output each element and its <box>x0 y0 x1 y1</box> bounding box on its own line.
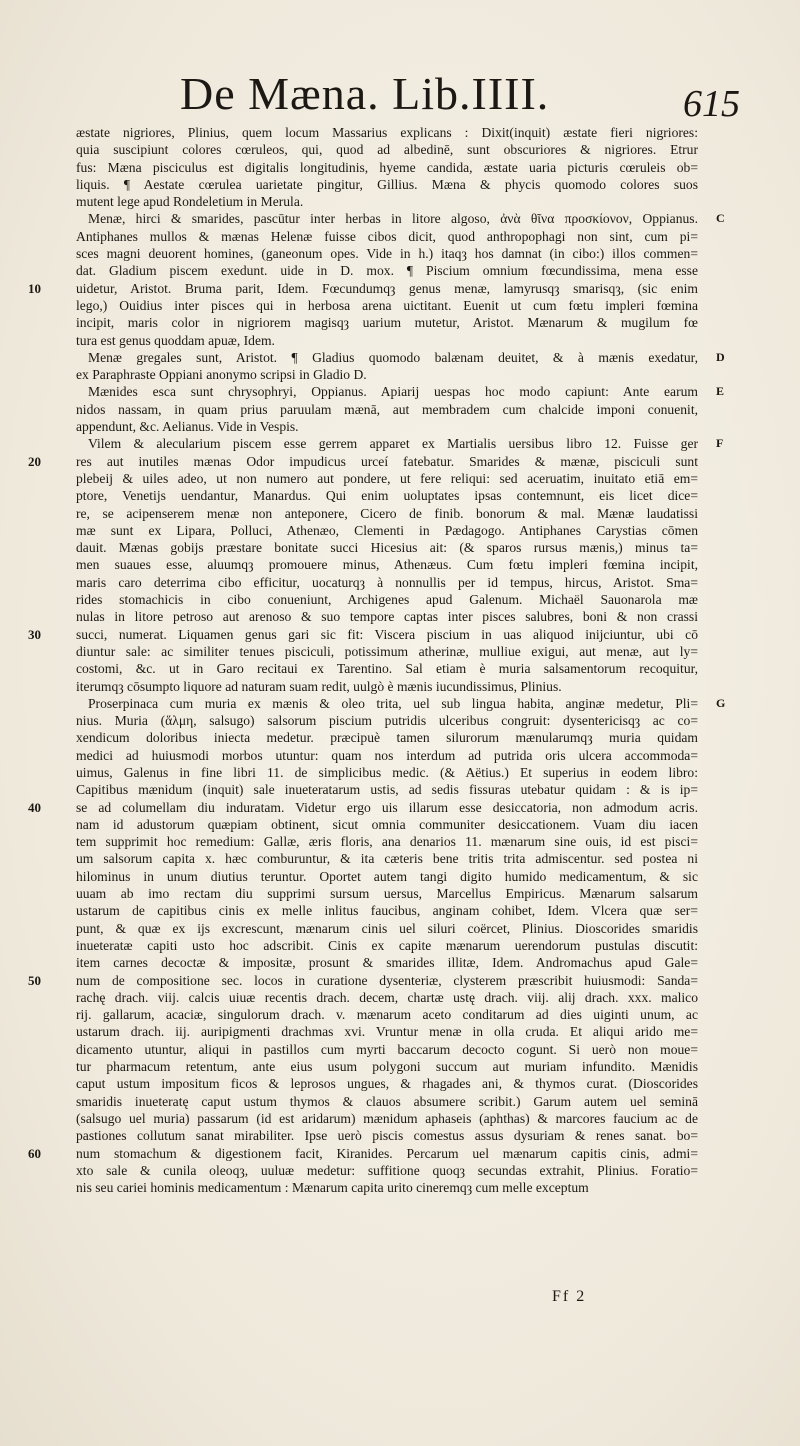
text-line-content: incipit, maris color in nigriorem magisqȝ uarium mutetur, Aristot. Mænarum & mugilum fœ <box>76 315 698 331</box>
text-line <box>76 954 698 971</box>
text-line <box>76 868 698 885</box>
text-line-content: (salsugo uel muria) passarum (id est aridarum) mænidum aphaseis (aphthas) & marcores faucium ac de <box>76 1110 698 1126</box>
text-line-content: nulas in litore petroso aut arenoso & suo tempore captas inter pisces salubres, boni & non crassi <box>76 609 698 625</box>
text-line-content: medici ad huiusmodi morbos utuntur: quam nos interdum ad putrida oris ulcera accommoda= <box>76 747 698 763</box>
text-line <box>28 626 698 643</box>
text-line-content: uimus, Galenus in fine libri 11. de simplicibus medic. (& Aëtius.) Et superius in eodem libro: <box>76 764 698 780</box>
text-line <box>76 470 698 487</box>
text-line <box>76 608 698 625</box>
text-line <box>76 747 698 764</box>
text-line-content: Mænides esca sunt chrysophryi, Oppianus. Apiarij uespas hoc modo capiunt: Ante earum <box>88 384 698 400</box>
text-line <box>76 1127 698 1144</box>
text-line <box>76 850 698 867</box>
text-line-content: xto sale & cunila oleoqȝ, uuluæ medetur: suffitione quoqȝ secundas extrahit, Plinius. Foratio= <box>76 1162 698 1178</box>
line-number: 40 <box>28 799 41 815</box>
text-line-content: succi, numerat. Liquamen genus gari sic fit: Viscera piscium in uas aliquod inijciuntur, ubi cō <box>76 626 698 642</box>
text-line-content: sces magni deuorent homines, (ganeonum opes. Vide in h.) itaqȝ hos damnat (in cibo:) illos commen= <box>76 246 698 262</box>
text-line-content: um salsorum capita x. hæc comburuntur, & ita cæteris bene tritis trita admiscentur. sed postea ni <box>76 851 698 867</box>
text-line <box>76 574 698 591</box>
text-line-content: ptore, Venetijs uendantur, Manardus. Qui enim uoluptates ipsas contemnunt, eis licet dice= <box>76 488 698 504</box>
text-line <box>76 989 698 1006</box>
text-line <box>76 920 698 937</box>
text-line-content: æstate nigriores, Plinius, quem locum Massarius explicans : Dixit(inquit) æstate fieri nigriores: <box>76 125 698 140</box>
text-line <box>76 1075 698 1092</box>
text-line <box>76 332 698 349</box>
line-number: 60 <box>28 1145 41 1161</box>
page-header <box>180 68 740 128</box>
text-line <box>76 539 698 556</box>
text-line <box>76 781 698 798</box>
text-line-content: men suaues esse, aluumqȝ promouere minus, Athenæus. Cum fœtu impleri fœmina incipit, <box>76 557 698 573</box>
text-line <box>76 228 698 245</box>
text-line-content: num stomachum & digestionem facit, Kiranides. Percarum uel mænarum capitis cinis, admi= <box>76 1145 698 1161</box>
text-line-content: pastiones collutum sanat mirabiliter. Ipse uerò piscis comestus assus dysuriam & renes sanat. bo= <box>76 1128 698 1144</box>
text-line-content: maris caro deterrima cibo efficitur, uocaturqȝ à nonnullis per id tempus, hircus, Aristot. Sma= <box>76 574 698 590</box>
text-line <box>76 902 698 919</box>
text-line-content: ex Paraphraste Oppiani anonymo scripsi in Gladio D. <box>76 367 367 383</box>
text-line <box>76 141 698 158</box>
text-line-content: smaridis inueteratę caput ustum thymos & clauos absumere scribit.) Garum autem uel seminā <box>76 1093 698 1109</box>
text-line-content: tura est genus quoddam apuæ, Idem. <box>76 332 275 348</box>
line-number: 30 <box>28 626 41 642</box>
text-line-content: plebeij & uiles adeo, ut non numero aut pondere, ut fere reliqui: sed aceruatim, inuitato etiā em= <box>76 470 698 486</box>
text-line <box>76 678 698 695</box>
text-line-content: fus: Mæna pisciculus est digitalis longitudinis, hyeme candida, æstate uaria picturis cœruleis ob= <box>76 159 698 175</box>
text-line <box>76 159 698 176</box>
text-line <box>76 556 698 573</box>
text-line <box>76 314 698 331</box>
text-line-content: se ad columellam diu induratam. Videtur ergo uis illarum esse desiccatoria, non admodum acris. <box>76 799 698 815</box>
folio-number: 615 <box>683 83 740 125</box>
text-line-content: mutent lege apud Rondeletium in Merula. <box>76 194 304 210</box>
text-line-content: appendunt, &c. Aelianus. Vide in Vespis. <box>76 419 299 435</box>
text-line <box>28 280 698 297</box>
text-line-content: tur pharmacum retentum, ante eius usum polygoni succum aut muriam infundito. Mænidis <box>76 1059 698 1075</box>
text-line <box>76 937 698 954</box>
text-line-content: Antiphanes mullos & mænas Helenæ fuisse cibos dicit, quod anthropophagi non sint, cum pi= <box>76 228 698 244</box>
main-text-block <box>28 124 726 1196</box>
text-line-content: lego,) Ouidius inter pisces qui in herbosa arena uictitant. Euenit ut cum fœtu impleri fœmina <box>76 297 698 313</box>
text-line <box>76 1023 698 1040</box>
text-line <box>76 245 698 262</box>
text-line-content: item carnes decoctæ & impositæ, prosunt & smarides illitæ, Idem. Andromachus apud Gale= <box>76 955 698 971</box>
text-line <box>76 297 698 314</box>
text-line-content: nidos nassam, in quam prius paruulam mænā, aut membradem cum chalcide imponi conuenit, <box>76 401 698 417</box>
text-line-content: nam id adustorum quæpiam obtinent, sicut omnia communiter desiccationem. Vuam diu iacen <box>76 816 698 832</box>
text-line-content: re, se acipenserem menæ non anteponere, Cicero de finib. bonorum & mal. Mænæ laudatissi <box>76 505 698 521</box>
text-line <box>28 1145 698 1162</box>
text-line-content: punt, & quæ ex ijs excrescunt, mænarum cinis uel siluri coërcet, Plinius. Dioscorides smaridis <box>76 920 698 936</box>
text-line <box>76 262 698 279</box>
text-line-content: caput ustum impositum ficos & leprosos ungues, & rhagades ani, & thymos curat. (Dioscorides <box>76 1076 698 1092</box>
text-line-content: costomi, &c. ut in Garo recitaui ex Tarentino. Sal etiam è muria salsamentorum recoquitur, <box>76 661 698 677</box>
margin-section-letter: E <box>716 384 725 399</box>
text-line-content: rides stomachicis in cibo conueniunt, Archigenes apud Galenum. Michaël Sauonarola mæ <box>76 592 698 608</box>
running-title: De Mæna. Lib.IIII. <box>180 68 550 119</box>
line-number: 50 <box>28 972 41 988</box>
text-line <box>76 660 698 677</box>
text-line <box>76 643 698 660</box>
text-line <box>76 1058 698 1075</box>
text-line-content: num de compositione sec. locos in curatione dysenteriæ, clysterem præscribit huiusmodi: Sanda= <box>76 972 698 988</box>
signature-mark: Ff 2 <box>552 1288 587 1305</box>
text-line <box>76 695 726 712</box>
text-line-content: ustarum drach. iij. auripigmenti drachmas xvi. Vruntur menæ in olla cruda. Et aliqui arido me= <box>76 1024 698 1040</box>
text-line <box>28 799 698 816</box>
text-line-content: hilominus in unum diutius teruntur. Oportet autem tangi digito humido medicamentum, & sic <box>76 868 698 884</box>
text-line <box>76 124 698 141</box>
margin-section-letter: F <box>716 436 724 451</box>
text-line <box>76 383 725 400</box>
text-line <box>76 176 698 193</box>
text-line <box>76 833 698 850</box>
text-line-content: Menæ, hirci & smarides, pascūtur inter herbas in litore algoso, ἀνὰ θῖνα προσκίονον, Oppianus. <box>88 211 698 227</box>
margin-section-letter: G <box>716 695 726 710</box>
text-line-content: Proserpinaca cum muria ex mænis & oleo trita, uel sub lingua habita, anginæ medetur, Pli= <box>88 695 698 711</box>
text-line <box>76 505 698 522</box>
text-line <box>28 972 698 989</box>
text-line-content: Vilem & alecularium piscem esse gerrem apparet ex Martialis uersibus libro 12. Fuisse ger <box>88 436 698 452</box>
text-line-content: nius. Muria (ἅλμη, salsugo) salsorum piscium putridis ulceribus congruit: dysentericisqȝ ac co= <box>76 713 698 729</box>
text-line <box>76 1179 698 1196</box>
text-line-content: uuam ab imo rectam diu supprimi sursum uersus, Marcellus Empiricus. Mænarum salsarum <box>76 886 698 902</box>
text-line <box>76 210 725 227</box>
text-line <box>76 764 698 781</box>
text-line <box>76 1093 698 1110</box>
margin-section-letter: D <box>716 349 725 364</box>
text-line-content: mæ sunt ex Lipara, Polluci, Athenæo, Clementi in Pædagogo. Antiphanes Carystias cōmen <box>76 522 698 538</box>
text-line-content: iterumqȝ cōsumpto liquore ad naturam suam redit, uulgò è mænis iucundissimus, Plinius. <box>76 678 562 694</box>
text-line <box>76 1162 698 1179</box>
text-line <box>76 366 698 383</box>
text-line-content: quia suscipiunt colores cœruleos, qui, quod ad albedinē, sunt obscuriores & nigriores. Etrur <box>76 142 698 158</box>
text-line-content: rij. gallarum, acaciæ, singulorum drach. v. mænarum aceto conditarum ad dies uiginti unum, ac <box>76 1007 698 1023</box>
text-line <box>76 816 698 833</box>
line-number: 10 <box>28 280 41 296</box>
text-line <box>76 193 698 210</box>
text-line-content: dat. Gladium piscem exedunt. uide in D. mox. ¶ Piscium omnium fœcundissima, mena esse <box>76 263 698 279</box>
text-line <box>76 729 698 746</box>
text-line-content: ustarum de capitibus cinis ex melle inlitus faucibus, anginam cohibet, Idem. Vlcera quæ ser= <box>76 903 698 919</box>
margin-section-letter: C <box>716 211 725 226</box>
text-line <box>76 418 698 435</box>
text-line <box>76 1110 698 1127</box>
text-line-content: diuntur sale: ac similiter tenues pisciculi, potissimum atherinæ, mulliue exigui, aut menæ, aut ly= <box>76 643 698 659</box>
text-line-content: nis seu cariei hominis medicamentum : Mænarum capita urito cineremqȝ cum melle exceptum <box>76 1180 589 1196</box>
text-line-content: Capitibus mænidum (inquit) sale inueteratarum ustis, ad sedis fissuras utebatur quidam : & is ip= <box>76 782 698 798</box>
text-line <box>76 349 725 366</box>
text-line-content: uidetur, Aristot. Bruma parit, Idem. Fœcundumqȝ genus menæ, lamyrusqȝ smarisqȝ, (sic enim <box>76 280 698 296</box>
text-line-content: rachę drach. viij. calcis uiuæ recentis drach. decem, chartæ ustę drach. viij. alij drach. xxx. malico <box>76 989 698 1005</box>
line-number: 20 <box>28 453 41 469</box>
text-line <box>76 401 698 418</box>
text-line-content: res aut inutiles mænas Odor impudicus urceí fatebatur. Smarides & mænæ, pisciculi sunt <box>76 453 698 469</box>
text-line <box>76 885 698 902</box>
text-line <box>28 453 698 470</box>
text-line-content: dauit. Mænas gobijs præstare bonitate succi Hicesius ait: (& sparos rursus mænis,) minus ta= <box>76 540 698 556</box>
text-line-content: xendicum doloribus iniecta medetur. præcipuè tamen silurorum mænularumqȝ muria quidam <box>76 730 698 746</box>
text-line <box>76 522 698 539</box>
text-line-content: inueteratæ capiti usto hoc adscribit. Cinis ex capite mænarum uerendorum pustulas discutit: <box>76 937 698 953</box>
text-line-content: dicamento utuntur, aliqui in pastillos cum myrti baccarum decocto cogunt. Si uerò non moue= <box>76 1041 698 1057</box>
text-line <box>76 712 698 729</box>
text-line <box>76 487 698 504</box>
text-line-content: tem supprimit hoc remedium: Gallæ, æris floris, ana denarios 11. mænarum sine ouis, id est pisci= <box>76 834 698 850</box>
text-line <box>76 591 698 608</box>
text-line <box>76 1041 698 1058</box>
text-line-content: liquis. ¶ Aestate cœrulea uarietate pingitur, Gillius. Mæna & phycis quomodo colores suos <box>76 176 698 192</box>
text-line-content: Menæ gregales sunt, Aristot. ¶ Gladius quomodo balænam deuitet, & à mænis exedatur, <box>88 349 698 365</box>
text-line <box>76 1006 698 1023</box>
text-line <box>76 435 724 452</box>
